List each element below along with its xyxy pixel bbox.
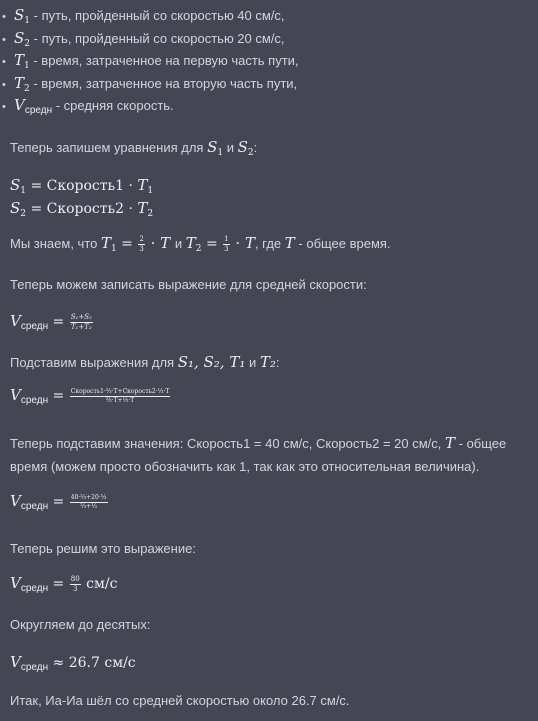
fraction-numerator: 40·⅔+20·⅓ xyxy=(70,494,107,502)
math-symbol: V xyxy=(10,312,21,330)
fraction-numerator: S₁+S₂ xyxy=(70,313,92,322)
math-symbol: T xyxy=(284,234,295,252)
fraction-denominator: T₁+T₂ xyxy=(70,323,92,332)
math-subscript: средн xyxy=(20,501,49,512)
math-subscript: средн xyxy=(20,395,49,406)
math-subscript: 1 xyxy=(20,186,27,196)
paragraph-conclusion: Итак, Иа-Иа шёл со средней скоростью около 26.7 см/с. xyxy=(10,693,350,708)
math-symbol: T xyxy=(14,51,25,69)
variable-list xyxy=(0,0,538,117)
math-operator: = xyxy=(48,576,69,592)
text: : xyxy=(253,140,258,155)
math-symbol: S xyxy=(14,28,25,47)
text: Теперь запишем уравнения для xyxy=(10,140,208,155)
math-operator: = xyxy=(48,388,69,404)
formula-rounded xyxy=(10,653,136,673)
text: Теперь подставим значения: Скорость1 = 40 см/с, Скорость2 = 20 см/с, xyxy=(10,436,445,451)
paragraph-substitute xyxy=(10,353,280,371)
bullet-icon: • xyxy=(2,56,6,68)
fraction-numerator: Скорость1·⅔·T+Скорость2·⅓·T xyxy=(70,388,170,396)
math-subscript: 2 xyxy=(247,148,254,158)
paragraph-equations-intro xyxy=(10,138,257,158)
paragraph-rounding: Округляем до десятых: xyxy=(10,617,151,632)
math-symbol: V xyxy=(14,96,25,114)
math-symbol: S xyxy=(207,138,218,156)
math-subscript: 2 xyxy=(147,209,154,219)
fraction-denominator: ⅔·T+⅓·T xyxy=(105,397,135,405)
math-symbol: T xyxy=(137,199,148,217)
math-symbol: V xyxy=(10,386,21,404)
math-operator: = xyxy=(48,314,69,330)
text: : xyxy=(275,355,280,370)
math-symbol: V xyxy=(10,574,21,592)
paragraph-known-times xyxy=(10,234,391,254)
list-item xyxy=(2,4,538,27)
fraction xyxy=(70,495,108,510)
math-symbol: T xyxy=(14,73,25,92)
formula-average-speed xyxy=(10,312,94,332)
math-subscript: 2 xyxy=(20,209,27,219)
fraction-denominator: 3 xyxy=(224,245,229,254)
math-symbol: T xyxy=(445,434,456,452)
list-item xyxy=(2,72,538,95)
list-item xyxy=(2,49,538,72)
fraction-denominator: 3 xyxy=(72,585,78,594)
text: и xyxy=(223,140,238,155)
math-expression: S₁, S₂, T₁ xyxy=(177,353,246,371)
math-subscript: 1 xyxy=(147,186,154,196)
math-symbol: V xyxy=(10,653,21,671)
equation-s1 xyxy=(10,176,153,196)
math-subscript: 1 xyxy=(24,16,31,26)
text: - общее время. xyxy=(294,236,391,251)
list-item xyxy=(2,94,538,117)
math-subscript: средн xyxy=(24,105,53,116)
math-operator: = xyxy=(48,494,69,510)
math-subscript: 2 xyxy=(195,244,202,254)
fraction-numerator: 1 xyxy=(224,235,229,244)
bullet-icon: • xyxy=(2,11,6,23)
math-symbol: T xyxy=(137,176,148,194)
formula-substituted xyxy=(10,386,171,406)
list-item-text: - время, затраченное на первую часть пути, xyxy=(29,53,299,68)
text: Мы знаем, что xyxy=(10,236,101,251)
bullet-icon: • xyxy=(2,33,6,46)
math-symbol: S xyxy=(237,138,248,156)
math-symbol: T xyxy=(185,234,196,252)
fraction-denominator: ⅔+⅓ xyxy=(80,503,97,511)
paragraph-values-line2: время (можем просто обозначить как 1, так как это относительная величина). xyxy=(10,459,480,474)
formula-result-fraction xyxy=(10,574,117,594)
math-subscript: средн xyxy=(20,662,49,673)
math-subscript: 1 xyxy=(24,61,30,71)
math-expression: = Скорость2 · xyxy=(26,201,138,217)
math-subscript: 1 xyxy=(110,244,117,254)
math-symbol: S xyxy=(10,176,21,194)
math-subscript: средн xyxy=(20,583,49,594)
formula-numeric xyxy=(10,492,109,512)
equation-s2 xyxy=(10,199,153,219)
bullet-icon: • xyxy=(2,101,6,113)
list-item-text: - время, затраченное на вторую часть пути, xyxy=(29,75,298,91)
math-expression: · T xyxy=(145,234,175,252)
math-expression: ≈ 26.7 см/с xyxy=(48,655,136,671)
math-symbol: T xyxy=(100,234,111,252)
bullet-icon: • xyxy=(2,78,6,91)
math-subscript: 2 xyxy=(24,38,31,49)
math-expression: · T xyxy=(230,234,255,252)
fraction-numerator: 2 xyxy=(139,235,144,244)
paragraph-values-line1 xyxy=(10,434,506,452)
fraction xyxy=(223,236,229,253)
text: Подставим выражения для xyxy=(10,355,178,370)
math-symbol: V xyxy=(10,492,21,510)
fraction-denominator: 3 xyxy=(139,245,144,254)
fraction xyxy=(138,236,144,253)
text: , где xyxy=(254,236,285,251)
math-subscript: 2 xyxy=(24,83,30,94)
fraction xyxy=(70,576,81,593)
math-expression: T₂ xyxy=(259,353,276,371)
math-operator: = xyxy=(116,236,138,252)
fraction xyxy=(70,389,171,404)
fraction xyxy=(70,314,93,331)
math-expression: = Скорость1 · xyxy=(26,178,138,194)
math-operator: = xyxy=(201,236,223,252)
math-subscript: 1 xyxy=(217,148,224,158)
math-subscript: средн xyxy=(20,321,49,332)
text: - общее xyxy=(455,436,507,451)
list-item-text: - средняя скорость. xyxy=(52,98,174,113)
paragraph-average-speed-intro: Теперь можем записать выражение для средней скорости: xyxy=(10,277,367,292)
text: и xyxy=(245,355,260,370)
list-item-text: - путь, пройденный со скоростью 20 см/с, xyxy=(30,30,285,46)
unit-label: см/с xyxy=(81,576,118,592)
fraction-numerator: 80 xyxy=(70,575,80,584)
math-symbol: S xyxy=(14,6,25,24)
math-symbol: S xyxy=(10,199,21,217)
text: и xyxy=(174,236,186,251)
paragraph-solve: Теперь решим это выражение: xyxy=(10,541,196,556)
list-item-text: - путь, пройденный со скоростью 40 см/с, xyxy=(30,8,285,23)
list-item xyxy=(2,27,538,50)
